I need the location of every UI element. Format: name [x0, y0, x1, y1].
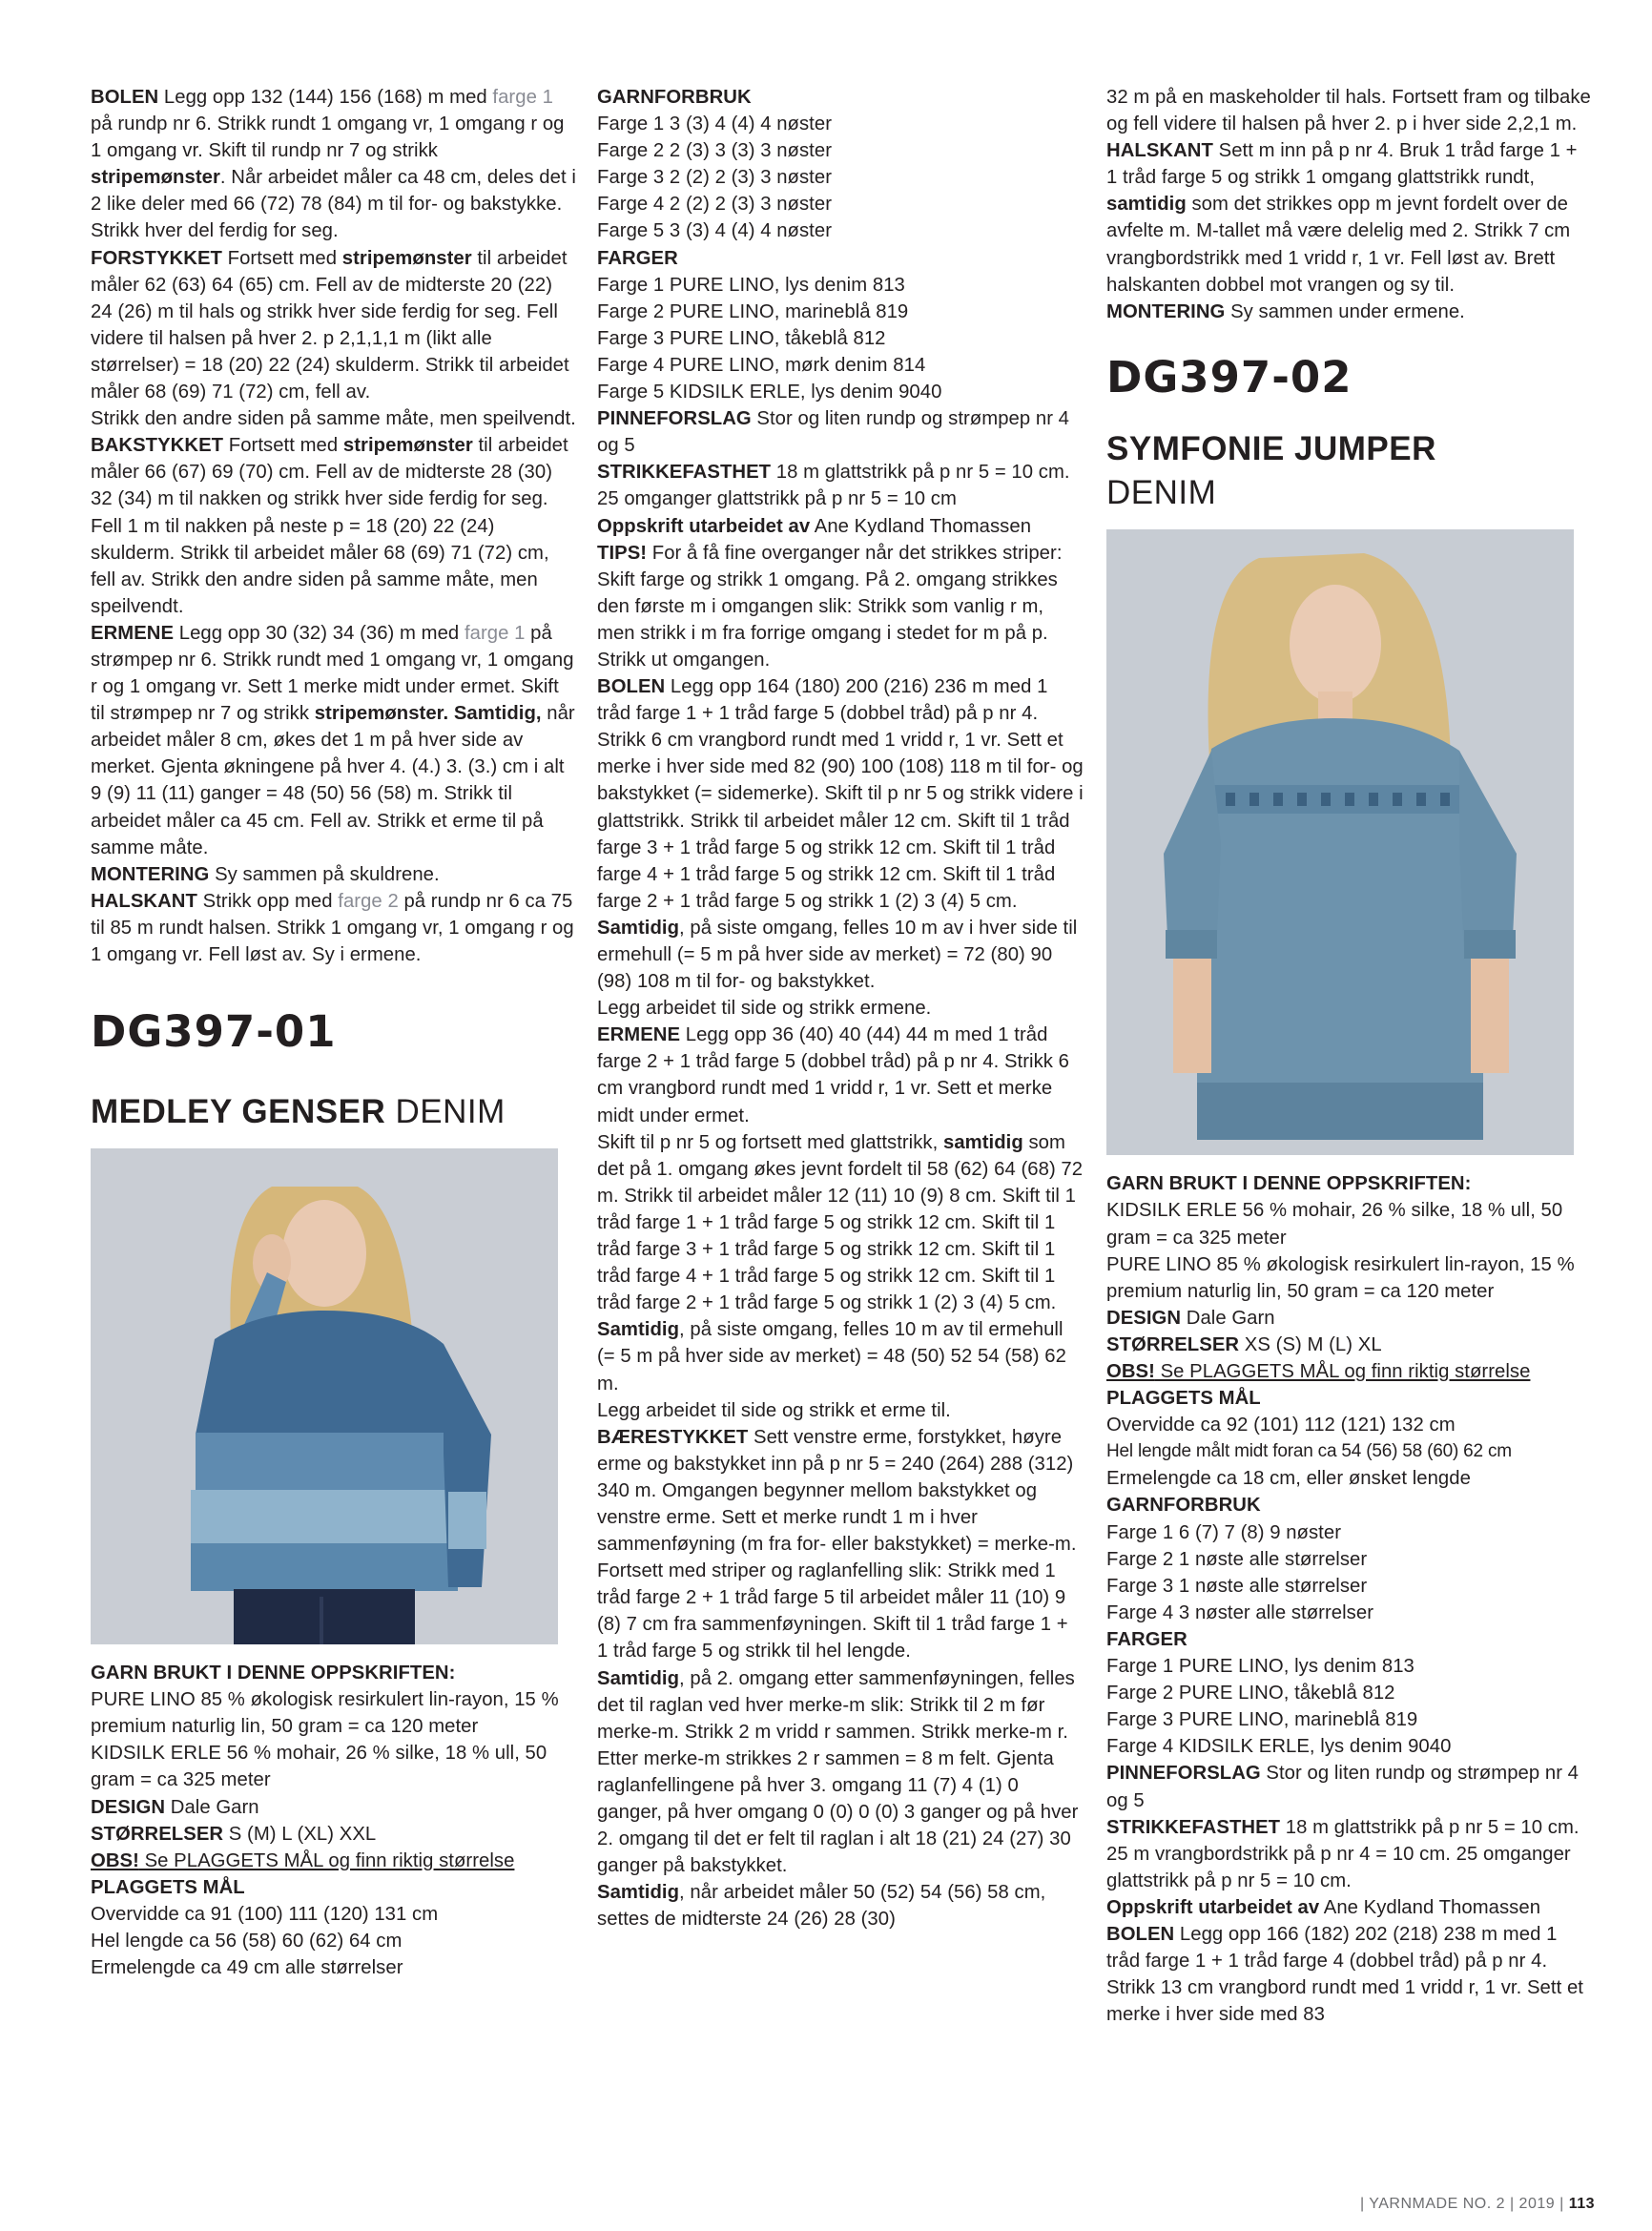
yarn-heading: GARN BRUKT I DENNE OPPSKRIFTEN: [91, 1663, 456, 1684]
yarn-usage-line: Farge 5 3 (3) 4 (4) 4 nøster [597, 220, 832, 242]
forstykket-paragraph: FORSTYKKET Fortsett med stripemønster til arbeidet måler 62 (63) 64 (65) cm. Fell av de midterste 20 (22) 24 (26) m til hals og strikk hver side ferdig for seg. Fell videre til halsen på hver 2. p 2,1,1,1 m (likt alle størrelser) = 18 (20) 22 (24) skulderm. Strikk til arbeidet måler 68 (69) 71 (72) cm, fell av. [91, 247, 569, 403]
section-label: FORSTYKKET [91, 247, 222, 269]
color-line: Farge 4 KIDSILK ERLE, lys denim 9040 [1106, 1736, 1452, 1758]
needles-line: PINNEFORSLAG Stor og liten rundp og strømpep nr 4 og 5 [597, 408, 1070, 457]
yarn-usage-line: Farge 2 2 (3) 3 (3) 3 nøster [597, 140, 832, 162]
obs-note: OBS! Se PLAGGETS MÅL og finn riktig størrelse [91, 1849, 515, 1871]
measurement-line: Ermelengde ca 18 cm, eller ønsket lengde [1106, 1468, 1471, 1490]
design-line: DESIGN Dale Garn [91, 1796, 259, 1818]
color-reference: farge 1 [464, 622, 526, 644]
yarn-usage-line: Farge 1 3 (3) 4 (4) 4 nøster [597, 114, 832, 135]
author-line: Oppskrift utarbeidet av Ane Kydland Thomassen [597, 515, 1032, 537]
model-illustration [91, 1148, 558, 1644]
ermene-paragraph: ERMENE Legg opp 30 (32) 34 (36) m med farge 1 på strømpep nr 6. Strikk rundt med 1 omgang vr, 1 omgang r og 1 omgang vr. Sett 1 merke midt under ermet. Skift til strømpep nr 7 og strikk stripemønster. Samtidig, når arbeidet måler 8 cm, økes det 1 m på hver side av merket. Gjenta økningene på hver 4. (4.) 3. (3.) cm i alt 9 (9) 11 (11) ganger = 48 (50) 56 (58) m. Strikk til arbeidet måler ca 45 cm. Fell av. Strikk et erme til på samme måte. [91, 622, 575, 858]
measurement-line: Ermelengde ca 49 cm alle størrelser [91, 1957, 403, 1979]
yarn-info [91, 1660, 577, 1981]
sizes-line: STØRRELSER S (M) L (XL) XXL [91, 1823, 377, 1845]
color-reference: farge 1 [492, 87, 553, 108]
yarn-line: PURE LINO 85 % økologisk resirkulert lin-rayon, 15 % premium naturlig lin, 50 gram = ca 120 meter [1106, 1253, 1575, 1302]
bolen-note: Legg arbeidet til side og strikk ermene. [597, 998, 932, 1020]
halskant-paragraph: HALSKANT Strikk opp med farge 2 på rundp nr 6 ca 75 til 85 m rundt halsen. Strikk 1 omgang vr, 1 omgang r og 1 omgang vr. Fell løst av. Sy i ermene. [91, 890, 574, 965]
color-line: Farge 4 PURE LINO, mørk denim 814 [597, 354, 926, 376]
forstykket-note: Strikk den andre siden på samme måte, men speilvendt. [91, 408, 576, 430]
gauge-line: STRIKKEFASTHET 18 m glattstrikk på p nr 5 = 10 cm. 25 m vrangbordstrikk på p nr 4 = 10 cm. 25 omganger glattstrikk på p nr 5 = 10 cm. [1106, 1816, 1580, 1891]
tips-paragraph: TIPS! For å få fine overganger når det strikkes striper: Skift farge og strikk 1 omgang. På 2. omgang strikkes den første m i omgangen slik: Strikk som vanlig r m, men strikk i m fra forrige omgang i stedet for m på p. Strikk ut omgangen. [597, 542, 1063, 671]
gauge-line: STRIKKEFASTHET 18 m glattstrikk på p nr 5 = 10 cm. 25 omganger glattstrikk på p nr 5 = 10 cm [597, 462, 1070, 510]
yarn-usage-line: Farge 4 2 (2) 2 (3) 3 nøster [597, 194, 832, 216]
measurement-line: Overvidde ca 92 (101) 112 (121) 132 cm [1106, 1415, 1456, 1436]
bakstykket-paragraph: BAKSTYKKET Fortsett med stripemønster til arbeidet måler 66 (67) 69 (70) cm. Fell av de midterste 28 (30) 32 (34) m til nakken og strikk hver side ferdig for seg. Fell 1 m til nakken på neste p = 18 (20) 22 (24) skulderm. Strikk til arbeidet måler 68 (69) 71 (72) cm, fell av. Strikk den andre siden på samme måte, men speilvendt. [91, 435, 568, 617]
model-illustration [1106, 529, 1574, 1155]
product-title: MEDLEY GENSER DENIM [91, 1092, 506, 1130]
model-photo-symfonie [1106, 529, 1574, 1155]
baerestykket-continued: Samtidig, på 2. omgang etter sammenføyningen, felles det til raglan ved hver merke-m slik: Strikk til 2 m før merke-m. Strikk 2 m vridd r sammen. Strikk merke-m r. Etter merke-m strikkes 2 r sammen = 8 m felt. Gjenta raglanfellingene på hver 3. omgang 11 (7) 4 (1) 0 ganger, på hver omgang 0 (0) 0 (0) 3 ganger og på hver 2. omgang til det er felt til raglan i alt 18 (21) 24 (27) 30 ganger på bakstykket. [597, 1667, 1079, 1877]
color-line: Farge 3 PURE LINO, marineblå 819 [1106, 1709, 1418, 1731]
yarn-usage-line: Farge 4 3 nøster alle størrelser [1106, 1601, 1373, 1623]
pattern-code: DG397-02 [1106, 351, 1353, 403]
color-line: Farge 3 PURE LINO, tåkeblå 812 [597, 327, 886, 349]
yarn-usage-heading: GARNFORBRUK [597, 87, 752, 108]
column-middle [597, 84, 1084, 1932]
section-label: BOLEN [91, 87, 159, 108]
yarn-usage-line: Farge 1 6 (7) 7 (8) 9 nøster [1106, 1521, 1341, 1543]
section-label: ERMENE [91, 622, 175, 644]
yarn-line: KIDSILK ERLE 56 % mohair, 26 % silke, 18 % ull, 50 gram = ca 325 meter [1106, 1200, 1563, 1249]
yarn-usage-line: Farge 3 1 nøste alle størrelser [1106, 1575, 1368, 1597]
ermene-paragraph: ERMENE Legg opp 36 (40) 40 (44) 44 m med 1 tråd farge 2 + 1 tråd farge 5 (dobbel tråd) på p nr 4. Strikk 6 cm vrangbord rundt med 1 vridd r, 1 vr. Sett et merke midt under ermet. [597, 1024, 1069, 1126]
section-label: MONTERING [91, 863, 210, 885]
bolen-paragraph: BOLEN Legg opp 166 (182) 202 (218) 238 m med 1 tråd farge 1 + 1 tråd farge 4 (dobbel tråd) på p nr 4. Strikk 13 cm vrangbord rundt med 1 vridd r, 1 vr. Sett et merke i hver side med 83 [1106, 1923, 1583, 2026]
sizes-line: STØRRELSER XS (S) M (L) XL [1106, 1333, 1382, 1355]
color-line: Farge 1 PURE LINO, lys denim 813 [1106, 1656, 1415, 1678]
continued-paragraph: 32 m på en maskeholder til hals. Fortsett fram og tilbake og fell videre til halsen på hver 2. p i hver side 2,2,1 m. [1106, 87, 1591, 135]
author-line: Oppskrift utarbeidet av Ane Kydland Thomassen [1106, 1896, 1541, 1918]
color-line: Farge 2 PURE LINO, marineblå 819 [597, 300, 909, 322]
ermene-note: Legg arbeidet til side og strikk et erme til. [597, 1399, 951, 1421]
colors-heading: FARGER [597, 247, 678, 269]
color-line: Farge 5 KIDSILK ERLE, lys denim 9040 [597, 382, 942, 403]
page-footer [1360, 2196, 1595, 2213]
baerestykket-final: Samtidig, når arbeidet måler 50 (52) 54 (56) 58 cm, settes de midterste 24 (26) 28 (30) [597, 1882, 1046, 1931]
color-reference: farge 2 [338, 890, 399, 912]
bolen-paragraph: BOLEN Legg opp 132 (144) 156 (168) m med farge 1 på rundp nr 6. Strikk rundt 1 omgang vr, 1 omgang r og 1 omgang vr. Skift til rundp nr 7 og strikk stripemønster. Når arbeidet måler ca 48 cm, deles det i 2 like deler med 66 (72) 78 (84) m til for- og bakstykke. Strikk hver del ferdig for seg. [91, 87, 576, 242]
baerestykket-paragraph: BÆRESTYKKET Sett venstre erme, forstykket, høyre erme og bakstykket inn på p nr 5 = 240 (264) 288 (312) 340 m. Omgangen begynner mellom bakstykket og venstre erme. Sett et merke rundt 1 m i hver sammenføyning (m fra for- eller bakstykket) = merke-m. Fortsett med striper og raglanfelling slik: Strikk med 1 tråd farge 2 + 1 tråd farge 5 til arbeidet måler 11 (10) 9 (8) 7 cm fra sammenføyningen. Skift til 1 tråd farge 1 + 1 tråd farge 5 og strikk til hel lengde. [597, 1426, 1077, 1663]
montering-paragraph: MONTERING Sy sammen under ermene. [1106, 300, 1465, 322]
yarn-usage-heading: GARNFORBRUK [1106, 1495, 1261, 1517]
product-title: SYMFONIE JUMPER [1106, 430, 1436, 468]
yarn-usage-line: Farge 2 1 nøste alle størrelser [1106, 1548, 1368, 1570]
magazine-label: | YARNMADE NO. 2 | 2019 | [1359, 2196, 1564, 2212]
color-line: Farge 2 PURE LINO, tåkeblå 812 [1106, 1683, 1395, 1704]
yarn-line: PURE LINO 85 % økologisk resirkulert lin-rayon, 15 % premium naturlig lin, 50 gram = ca 120 meter [91, 1689, 559, 1738]
yarn-line: KIDSILK ERLE 56 % mohair, 26 % silke, 18 % ull, 50 gram = ca 325 meter [91, 1743, 547, 1791]
halskant-paragraph: HALSKANT Sett m inn på p nr 4. Bruk 1 tråd farge 1 + 1 tråd farge 5 og strikk 1 omgang glattstrikk rundt, samtidig som det strikkes opp m jevnt fordelt over de avfelte m. M-tallet må være delelig med 2. Strikk 7 cm vrangbordstrikk med 1 vridd r, 1 vr. Fell løst av. Brett halskanten dobbel mot vrangen og sy til. [1106, 140, 1578, 296]
measurement-line: Hel lengde målt midt foran ca 54 (56) 58 (60) 62 cm [1106, 1441, 1512, 1462]
ermene-continued: Skift til p nr 5 og fortsett med glattstrikk, samtidig som det på 1. omgang økes jevnt fordelt til 58 (62) 64 (68) 72 m. Strikk til arbeidet måler 12 (11) 10 (9) 8 cm. Skift til 1 tråd farge 1 + 1 tråd farge 5 og strikk 12 cm. Skift til 1 tråd farge 3 + 1 tråd farge 5 og strikk 12 cm. Skift til 1 tråd farge 4 + 1 tråd farge 5 og strikk 12 cm. Skift til 1 tråd farge 2 + 1 tråd farge 5 og strikk 1 (2) 3 (4) 5 cm. Samtidig, på siste omgang, felles 10 m av til ermehull (= 5 m på hver side av merket) = 48 (50) 52 54 (58) 62 m. [597, 1131, 1084, 1394]
measurement-line: Overvidde ca 91 (100) 111 (120) 131 cm [91, 1903, 439, 1925]
section-label: HALSKANT [91, 890, 197, 912]
column-right [1106, 84, 1593, 2028]
yarn-usage-line: Farge 3 2 (2) 2 (3) 3 nøster [597, 167, 832, 189]
design-line: DESIGN Dale Garn [1106, 1307, 1275, 1329]
measurement-line: Hel lengde ca 56 (58) 60 (62) 64 cm [91, 1931, 403, 1952]
column-left [91, 84, 577, 1981]
needles-line: PINNEFORSLAG Stor og liten rundp og strømpep nr 4 og 5 [1106, 1763, 1580, 1811]
page-number: 113 [1568, 2196, 1595, 2212]
measurements-heading: PLAGGETS MÅL [1106, 1388, 1261, 1410]
yarn-heading: GARN BRUKT I DENNE OPPSKRIFTEN: [1106, 1173, 1472, 1195]
colors-heading: FARGER [1106, 1628, 1187, 1650]
measurements-heading: PLAGGETS MÅL [91, 1876, 245, 1898]
obs-note: OBS! Se PLAGGETS MÅL og finn riktig størrelse [1106, 1361, 1531, 1382]
section-label: BAKSTYKKET [91, 435, 224, 457]
color-line: Farge 1 PURE LINO, lys denim 813 [597, 274, 905, 296]
model-photo-medley [91, 1148, 558, 1644]
yarn-info [1106, 1170, 1593, 2028]
montering-paragraph: MONTERING Sy sammen på skuldrene. [91, 863, 440, 885]
pattern-code: DG397-01 [91, 1006, 337, 1058]
product-subtitle: DENIM [1106, 473, 1217, 511]
bolen-paragraph: BOLEN Legg opp 164 (180) 200 (216) 236 m med 1 tråd farge 1 + 1 tråd farge 5 (dobbel tråd) på p nr 4. Strikk 6 cm vrangbord rundt med 1 vridd r, 1 vr. Sett et merke i hver side med 82 (90) 100 (108) 118 m til for- og bakstykket (= sidemerke). Skift til p nr 5 og strikk videre i glattstrikk. Strikk til arbeidet måler 12 cm. Skift til 1 tråd farge 3 + 1 tråd farge 5 og strikk 12 cm. Skift til 1 tråd farge 4 + 1 tråd farge 5 og strikk 12 cm. Skift til 1 tråd farge 2 + 1 tråd farge 5 og strikk 1 (2) 3 (4) 5 cm. Samtidig, på siste omgang, felles 10 m av i hver side til ermehull (= 5 m på hver side av merket) = 72 (80) 90 (98) 108 m til for- og bakstykket. [597, 676, 1084, 993]
